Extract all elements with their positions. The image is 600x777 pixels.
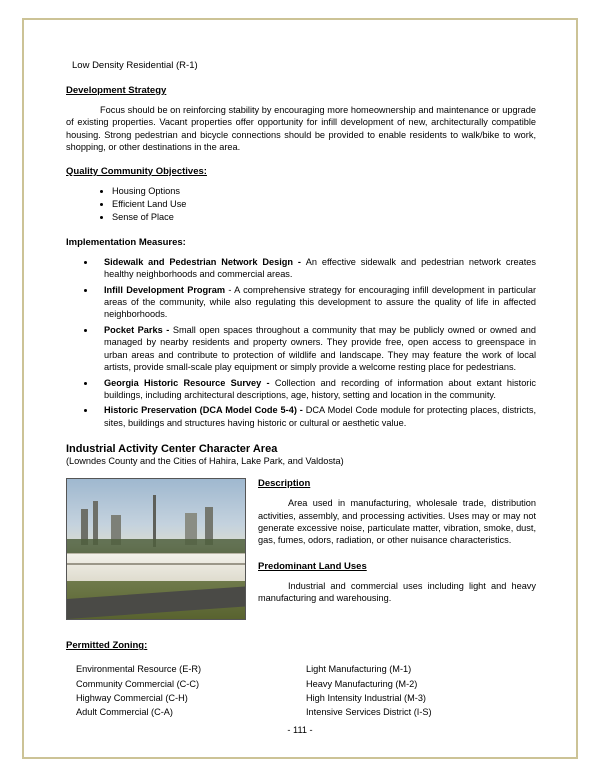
character-area-body [66,478,536,620]
development-strategy-heading: Development Strategy [66,85,167,96]
permitted-zoning-colon: : [144,640,148,652]
zoning-right-column [306,663,536,721]
zoning-left-column [76,663,306,721]
list-item [96,256,536,281]
zoning-item: Community Commercial (C-C) [76,678,200,689]
zoning-item: Highway Commercial (C-H) [76,693,188,704]
list-item: • Sense of Place [112,211,536,224]
implementation-measures-list [66,256,536,429]
measure-term: Infill Development Program [104,284,229,295]
measure-text: Small open spaces throughout a community that may be publicly owned or owned and managed by nearby residents and property owners. They provide free, open access to greenspace in urban areas and contribute to protection of wildlife and landscape. They may feature the work of local artists, provide small-scale play equipment or simply provide a welcome resting place for pedestrians. [104,324,536,373]
list-item [96,284,536,321]
quality-objectives-list [66,185,536,225]
quality-objectives-heading: Quality Community Objectives: [66,165,207,177]
implementation-measures-heading [66,237,536,248]
implementation-measures-label: Implementation Measures [66,236,183,248]
measure-text: An effective sidewalk and pedestrian network creates healthy neighborhoods and commercial areas. [104,256,537,280]
predominant-land-uses-paragraph: Industrial and commercial uses including light and heavy manufacturing and warehousing. [258,580,536,604]
zoning-item: High Intensity Industrial (M-3) [306,693,426,704]
list-item [96,404,536,429]
list-item [96,377,536,402]
list-item [96,324,536,374]
permitted-zoning-label: Permitted Zoning [66,640,145,652]
implementation-measures-colon: : [182,236,186,248]
zoning-item: Intensive Services District (I-S) [306,707,432,718]
zoning-item: Light Manufacturing (M-1) [306,664,412,675]
zoning-item: Environmental Resource (E-R) [76,664,202,675]
measure-term: Historic Preservation (DCA Model Code 5-4) - [104,405,306,416]
measure-term: Pocket Parks - [104,324,173,335]
character-area-title: Industrial Activity Center Character Area [66,443,278,456]
photo-road [67,587,245,619]
permitted-zoning-heading [66,640,536,651]
description-heading: Description [258,478,311,490]
list-item: • Efficient Land Use [112,198,536,211]
character-area-subtitle: (Lowndes County and the Cities of Hahira, Lake Park, and Valdosta) [66,456,344,467]
page-number: - 111 - [287,725,313,735]
page-content [66,60,536,721]
zoning-item: Heavy Manufacturing (M-2) [306,678,418,689]
predominant-land-uses-heading: Predominant Land Uses [258,560,367,572]
measure-text: DCA Model Code module for protecting places, districts, sites, buildings and structures having historic or cultural or aesthetic value. [104,405,536,428]
photo-building [67,553,245,583]
top-line-text: Low Density Residential (R-1) [72,60,198,71]
photo-column [66,478,244,620]
measure-text: Collection and recording of information about extant historic buildings, including architectural descriptions, age, history, setting and location in the community. [104,377,536,400]
description-column [258,478,536,619]
measure-term: Sidewalk and Pedestrian Network Design - [104,256,306,267]
zoning-item: Adult Commercial (C-A) [76,707,173,718]
photo-field [67,581,245,619]
development-strategy-paragraph: Focus should be on reinforcing stability by encouraging more homeownership and maintenance or upgrade of existing properties. Vacant properties offer opportunity for infill development of new, architecturally compatible housing. Strong pedestrian and bicycle connections should be provided to enable residents to walk/bike to work, shopping, or other destinations in the area. [66,105,536,153]
permitted-zoning-columns [66,663,536,721]
measure-text: - A comprehensive strategy for encouraging infill development in particular areas of the community, while also regulating this development to assure the quality of life in affected neighborhoods. [104,284,536,320]
list-item: • Housing Options [112,185,536,198]
industrial-facility-photo [66,478,246,620]
measure-term: Georgia Historic Resource Survey - [104,377,275,388]
description-paragraph: Area used in manufacturing, wholesale trade, distribution activities, assembly, and processing activities. Uses may or may not generate excessive noise, particulate matter, vibration, smoke, dust, gas, fumes, odors, radiation, or other nuisance characteristics. [258,498,536,546]
